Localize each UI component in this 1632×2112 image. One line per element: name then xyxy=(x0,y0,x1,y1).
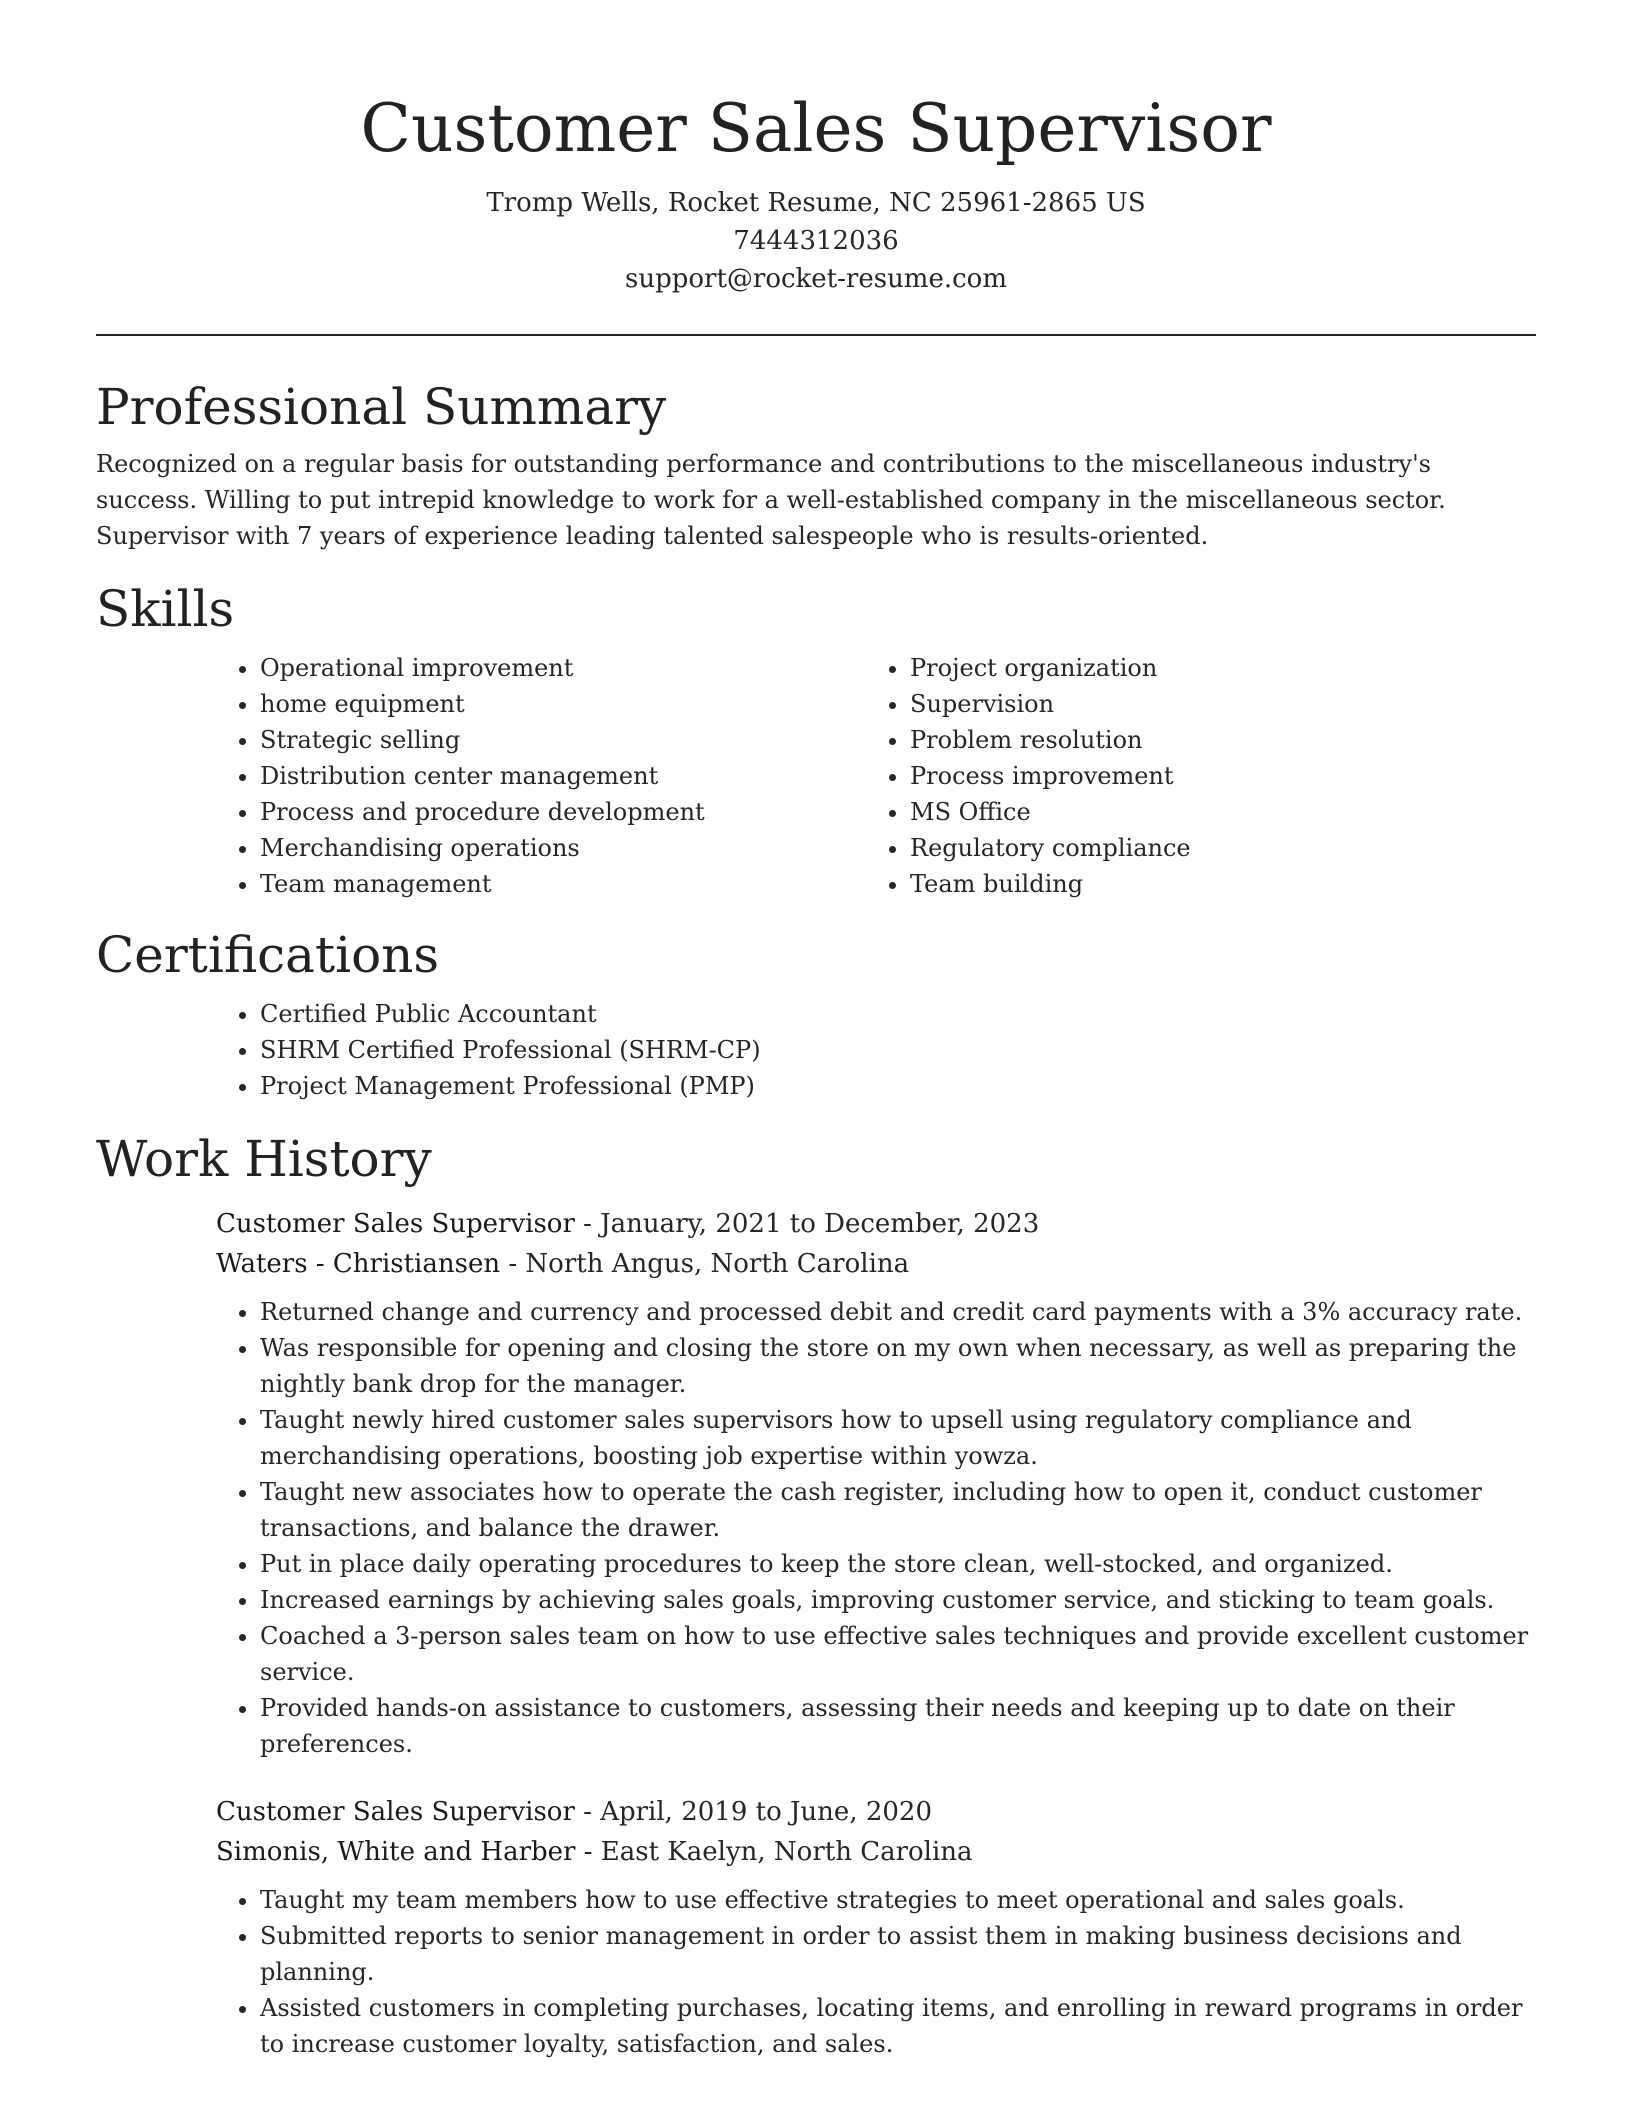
resume-title: Customer Sales Supervisor xyxy=(360,90,1272,167)
job-title-line xyxy=(216,1204,1536,1244)
job-bullet-list xyxy=(216,1294,1536,1762)
job-bullet: • Taught newly hired customer sales supervisors how to upsell using regulatory compliance and merchandising operations, boosting job expertise within yowza. xyxy=(260,1402,1536,1474)
job-entry xyxy=(216,1204,1536,1762)
work-history-section xyxy=(96,1124,1536,2062)
job-title-line xyxy=(216,1792,1536,1832)
contact-address: Tromp Wells, Rocket Resume, NC 25961-2865 US xyxy=(486,188,1146,218)
job-title: Customer Sales Supervisor xyxy=(216,1797,575,1827)
skill-item: • home equipment xyxy=(260,686,866,722)
skill-item: • Process and procedure development xyxy=(260,794,866,830)
skill-item: • Merchandising operations xyxy=(260,830,866,866)
skills-heading: Skills xyxy=(96,580,235,638)
skills-list-right xyxy=(866,650,1516,902)
job-dates: - April, 2019 to June, 2020 xyxy=(574,1797,933,1827)
job-company-line xyxy=(216,1832,1536,1872)
job-bullet-list xyxy=(216,1882,1536,2062)
job-bullet: • Increased earnings by achieving sales goals, improving customer service, and sticking to team goals. xyxy=(260,1582,1536,1618)
job-location: - East Kaelyn, North Carolina xyxy=(575,1837,973,1867)
job-dates: - January, 2021 to December, 2023 xyxy=(574,1209,1040,1239)
skill-item: • Process improvement xyxy=(910,758,1516,794)
certification-item: • SHRM Certified Professional (SHRM-CP) xyxy=(260,1032,1536,1068)
job-bullet: • Submitted reports to senior management in order to assist them in making business decisions and planning. xyxy=(260,1918,1536,1990)
job-bullet: • Taught new associates how to operate the cash register, including how to open it, conduct customer transactions, and balance the drawer. xyxy=(260,1474,1536,1546)
certification-item: • Project Management Professional (PMP) xyxy=(260,1068,1536,1104)
job-company: Simonis, White and Harber xyxy=(216,1837,576,1867)
skills-column-left xyxy=(216,650,866,902)
job-company-line xyxy=(216,1244,1536,1284)
contact-phone: 7444312036 xyxy=(733,226,899,256)
skill-item: • Supervision xyxy=(910,686,1516,722)
contact-email: support@rocket-resume.com xyxy=(624,264,1007,294)
skill-item: • Problem resolution xyxy=(910,722,1516,758)
skills-column-right xyxy=(866,650,1516,902)
skill-item: • Strategic selling xyxy=(260,722,866,758)
certification-item: • Certified Public Accountant xyxy=(260,996,1536,1032)
job-location: - North Angus, North Carolina xyxy=(500,1249,910,1279)
job-company: Waters - Christiansen xyxy=(216,1249,501,1279)
certifications-body xyxy=(216,996,1536,1104)
skill-item: • Team management xyxy=(260,866,866,902)
certifications-heading: Certifications xyxy=(96,926,440,984)
skill-item: • Distribution center management xyxy=(260,758,866,794)
job-bullet: • Returned change and currency and processed debit and credit card payments with a 3% accuracy rate. xyxy=(260,1294,1536,1330)
skills-list-left xyxy=(216,650,866,902)
certifications-section xyxy=(96,920,1536,1104)
job-bullet: • Taught my team members how to use effective strategies to meet operational and sales goals. xyxy=(260,1882,1536,1918)
summary-heading: Professional Summary xyxy=(96,378,667,436)
job-bullet: • Coached a 3-person sales team on how to use effective sales techniques and provide excellent customer service. xyxy=(260,1618,1536,1690)
job-entry xyxy=(216,1792,1536,2062)
work-history-heading: Work History xyxy=(96,1130,432,1188)
header-divider xyxy=(96,334,1536,336)
skills-columns xyxy=(216,650,1536,902)
skill-item: • Operational improvement xyxy=(260,650,866,686)
certifications-list xyxy=(216,996,1536,1104)
resume-page xyxy=(96,0,1536,2062)
summary-section xyxy=(96,372,1536,554)
job-bullet: • Was responsible for opening and closing the store on my own when necessary, as well as preparing the nightly bank drop for the manager. xyxy=(260,1330,1536,1402)
resume-header xyxy=(96,0,1536,298)
skills-section xyxy=(96,574,1536,902)
job-title: Customer Sales Supervisor xyxy=(216,1209,575,1239)
skill-item: • MS Office xyxy=(910,794,1516,830)
summary-text: Recognized on a regular basis for outstanding performance and contributions to the miscellaneous industry's success. Willing to put intrepid knowledge to work for a well-established company in the miscellaneous sector. Supervisor with 7 years of experience leading talented salespeople who is results-oriented. xyxy=(96,450,1446,550)
contact-block xyxy=(96,184,1536,298)
skill-item: • Team building xyxy=(910,866,1516,902)
skill-item: • Regulatory compliance xyxy=(910,830,1516,866)
job-bullet: • Put in place daily operating procedures to keep the store clean, well-stocked, and organized. xyxy=(260,1546,1536,1582)
skill-item: • Project organization xyxy=(910,650,1516,686)
job-bullet: • Provided hands-on assistance to customers, assessing their needs and keeping up to date on their preferences. xyxy=(260,1690,1536,1762)
job-bullet: • Assisted customers in completing purchases, locating items, and enrolling in reward programs in order to increase customer loyalty, satisfaction, and sales. xyxy=(260,1990,1536,2062)
